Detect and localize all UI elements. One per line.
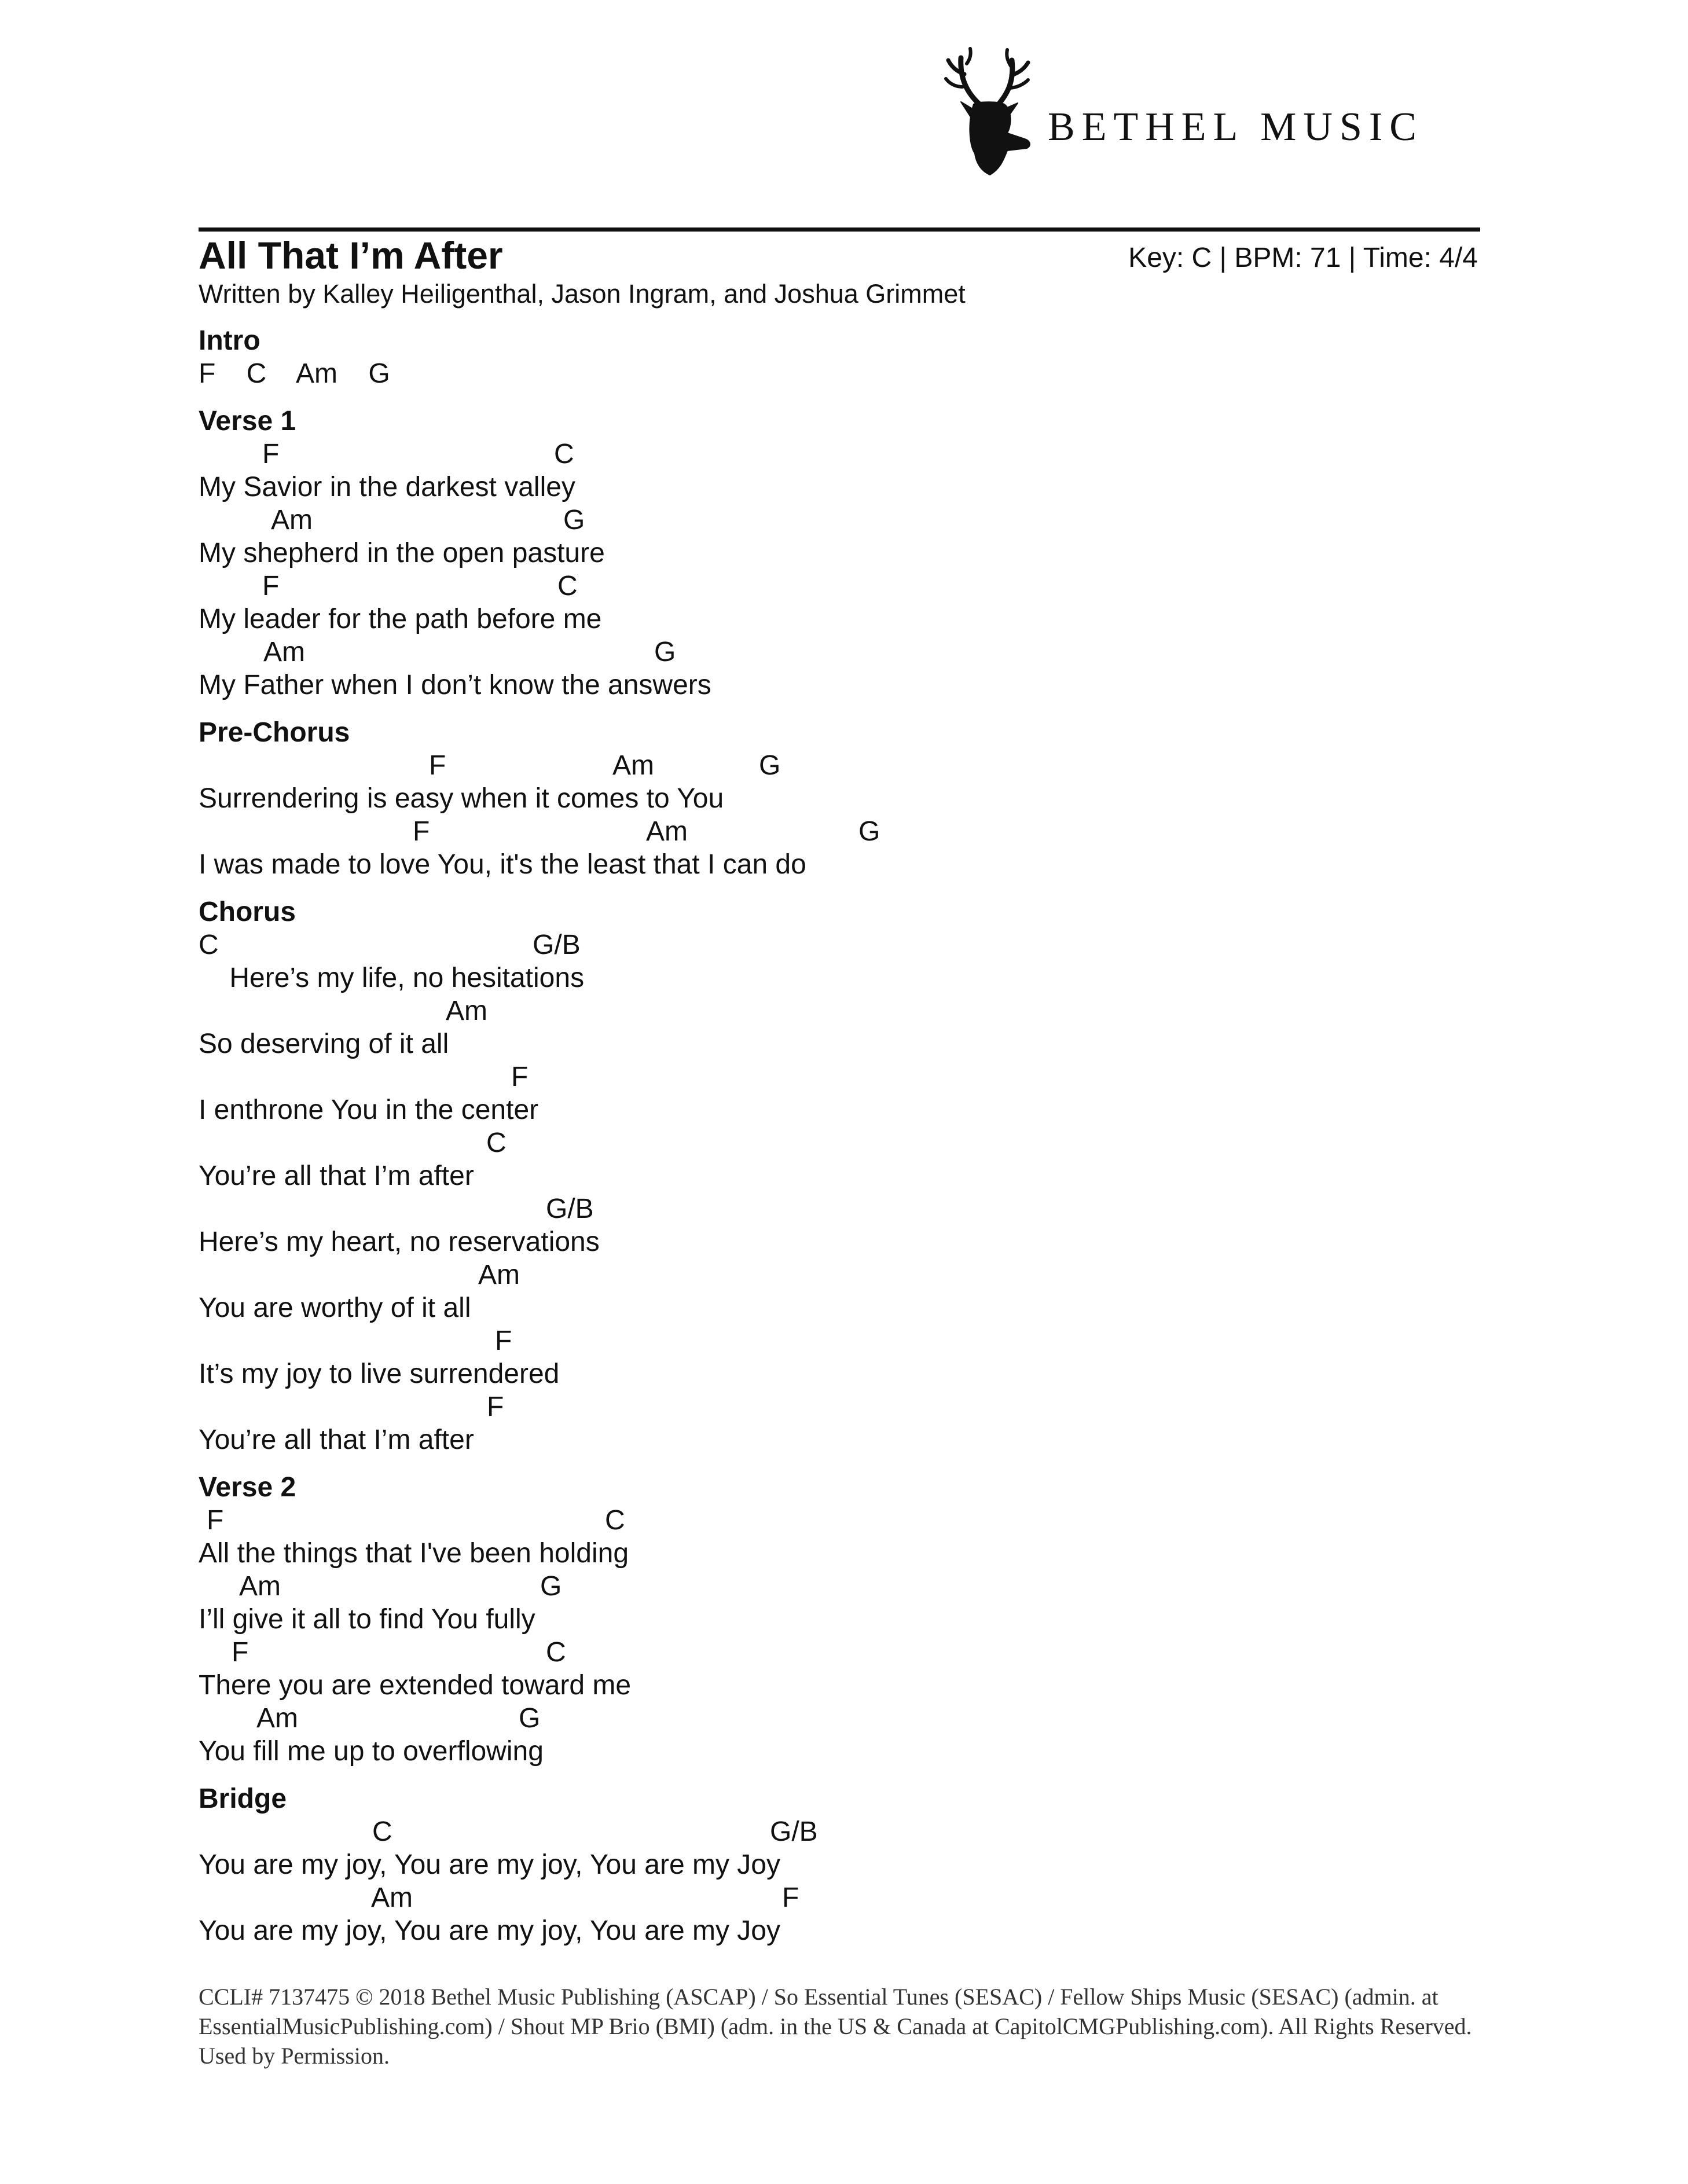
lyric-line: You’re all that I’m after (199, 1425, 474, 1455)
lyric-line: My Savior in the darkest valley (199, 472, 575, 502)
bethel-music-logo (944, 46, 1465, 179)
lyric-line: Here’s my life, no hesitations (199, 963, 585, 993)
chord: F (487, 1392, 504, 1422)
lyric-line: I’ll give it all to find You fully (199, 1604, 535, 1635)
chord: F (262, 439, 280, 469)
lyric-line: You are my joy, You are my joy, You are my Joy (199, 1915, 780, 1946)
lyric-line: You are my joy, You are my joy, You are my Joy (199, 1849, 780, 1880)
chord: G/B (533, 930, 581, 960)
chord-line (199, 1504, 1472, 1537)
section-verse-1 (199, 405, 1472, 702)
chord: Am (256, 1703, 298, 1734)
section-chorus (199, 895, 1472, 1456)
song-meta: Key: C | BPM: 71 | Time: 4/4 (1128, 243, 1478, 273)
chord: G (759, 750, 781, 781)
lyric-line: You fill me up to overflowing (199, 1736, 544, 1767)
chord: G (563, 505, 585, 535)
chord: G (654, 637, 676, 667)
chord-line (199, 1390, 1472, 1423)
chord: F (429, 750, 446, 781)
chord: Am (646, 816, 688, 847)
song-title: All That I’m After (199, 234, 503, 277)
chord-line (199, 570, 1472, 603)
section-label: Chorus (199, 897, 296, 927)
chord: C (486, 1128, 507, 1158)
chord-line (199, 1060, 1472, 1093)
chord-line (199, 749, 1472, 782)
lyric-line: It’s my joy to live surrendered (199, 1359, 560, 1389)
chord-line (199, 1570, 1472, 1603)
lyric-line: My shepherd in the open pasture (199, 538, 605, 568)
chord-sheet (199, 324, 1472, 1962)
chord-line (199, 815, 1472, 848)
lyric-line: Here’s my heart, no reservations (199, 1227, 600, 1257)
section-label: Intro (199, 325, 260, 356)
intro-chords: F C Am G (199, 358, 390, 389)
lyric-line: There you are extended toward me (199, 1670, 632, 1701)
chord: C (605, 1505, 625, 1536)
chord-line (199, 1192, 1472, 1225)
chord-line (199, 636, 1472, 669)
chord-line (199, 994, 1472, 1027)
chord: Am (446, 996, 487, 1026)
lyric-line: I was made to love You, it's the least that I can do (199, 849, 806, 880)
chord-line (199, 1636, 1472, 1669)
lyric-line: I enthrone You in the center (199, 1095, 539, 1125)
section-label: Verse 2 (199, 1472, 296, 1503)
section-intro (199, 324, 1472, 390)
chord-line (199, 1126, 1472, 1159)
chord-line (199, 928, 1472, 961)
section-label: Bridge (199, 1783, 287, 1814)
chord: F (232, 1637, 249, 1668)
chord: F (413, 816, 430, 847)
chord: G (519, 1703, 541, 1734)
chord: Am (371, 1882, 413, 1913)
header-rule (199, 227, 1480, 232)
chord: G (540, 1571, 562, 1602)
chord: F (262, 571, 280, 601)
lyric-line: All the things that I've been holding (199, 1538, 629, 1569)
lyric-line: You are worthy of it all (199, 1293, 471, 1323)
chord-line (199, 504, 1472, 537)
section-label: Pre-Chorus (199, 717, 350, 748)
chord-line (199, 438, 1472, 471)
chord: Am (478, 1260, 520, 1290)
brand-name: BETHEL MUSIC (1048, 105, 1423, 149)
section-bridge (199, 1782, 1472, 1947)
chord: F (511, 1062, 529, 1092)
chord: F (495, 1326, 512, 1356)
song-writers: Written by Kalley Heiligenthal, Jason Ingram, and Joshua Grimmet (199, 279, 966, 309)
chord: Am (271, 505, 313, 535)
chord: G (858, 816, 880, 847)
lyric-line: You’re all that I’m after (199, 1161, 474, 1191)
chord: C (372, 1816, 392, 1847)
lyric-line: So deserving of it all (199, 1029, 449, 1059)
chord: Am (263, 637, 305, 667)
lyric-line: My Father when I don’t know the answers (199, 670, 711, 700)
section-label: Verse 1 (199, 406, 296, 436)
chord: G/B (546, 1194, 594, 1224)
chord: C (199, 930, 219, 960)
chord: F (207, 1505, 224, 1536)
copyright-notice: CCLI# 7137475 © 2018 Bethel Music Publishing (ASCAP) / So Essential Tunes (SESAC) / Fellow Ships Music (SESAC) (admin. at EssentialMusicPublishing.com) / Shout MP Brio (BMI) (adm. in the US & Canada at CapitolCMGPublishing.com). All Rights Reserved. Used by Permission. (199, 1984, 1472, 2069)
chord-line (199, 1881, 1472, 1914)
section-pre-chorus (199, 716, 1472, 881)
chord: Am (239, 1571, 281, 1602)
chord-line (199, 1702, 1472, 1735)
chord-line (199, 1815, 1472, 1848)
chord-line (199, 1324, 1472, 1357)
chord-line (199, 1258, 1472, 1291)
deer-head-icon (944, 46, 1042, 177)
chord: G/B (770, 1816, 818, 1847)
section-verse-2 (199, 1471, 1472, 1768)
lyric-line: My leader for the path before me (199, 604, 602, 634)
chord: F (782, 1882, 799, 1913)
lyric-line: Surrendering is easy when it comes to You (199, 783, 724, 814)
chord: C (546, 1637, 566, 1668)
chord: Am (612, 750, 654, 781)
chord: C (557, 571, 578, 601)
chord: C (554, 439, 574, 469)
